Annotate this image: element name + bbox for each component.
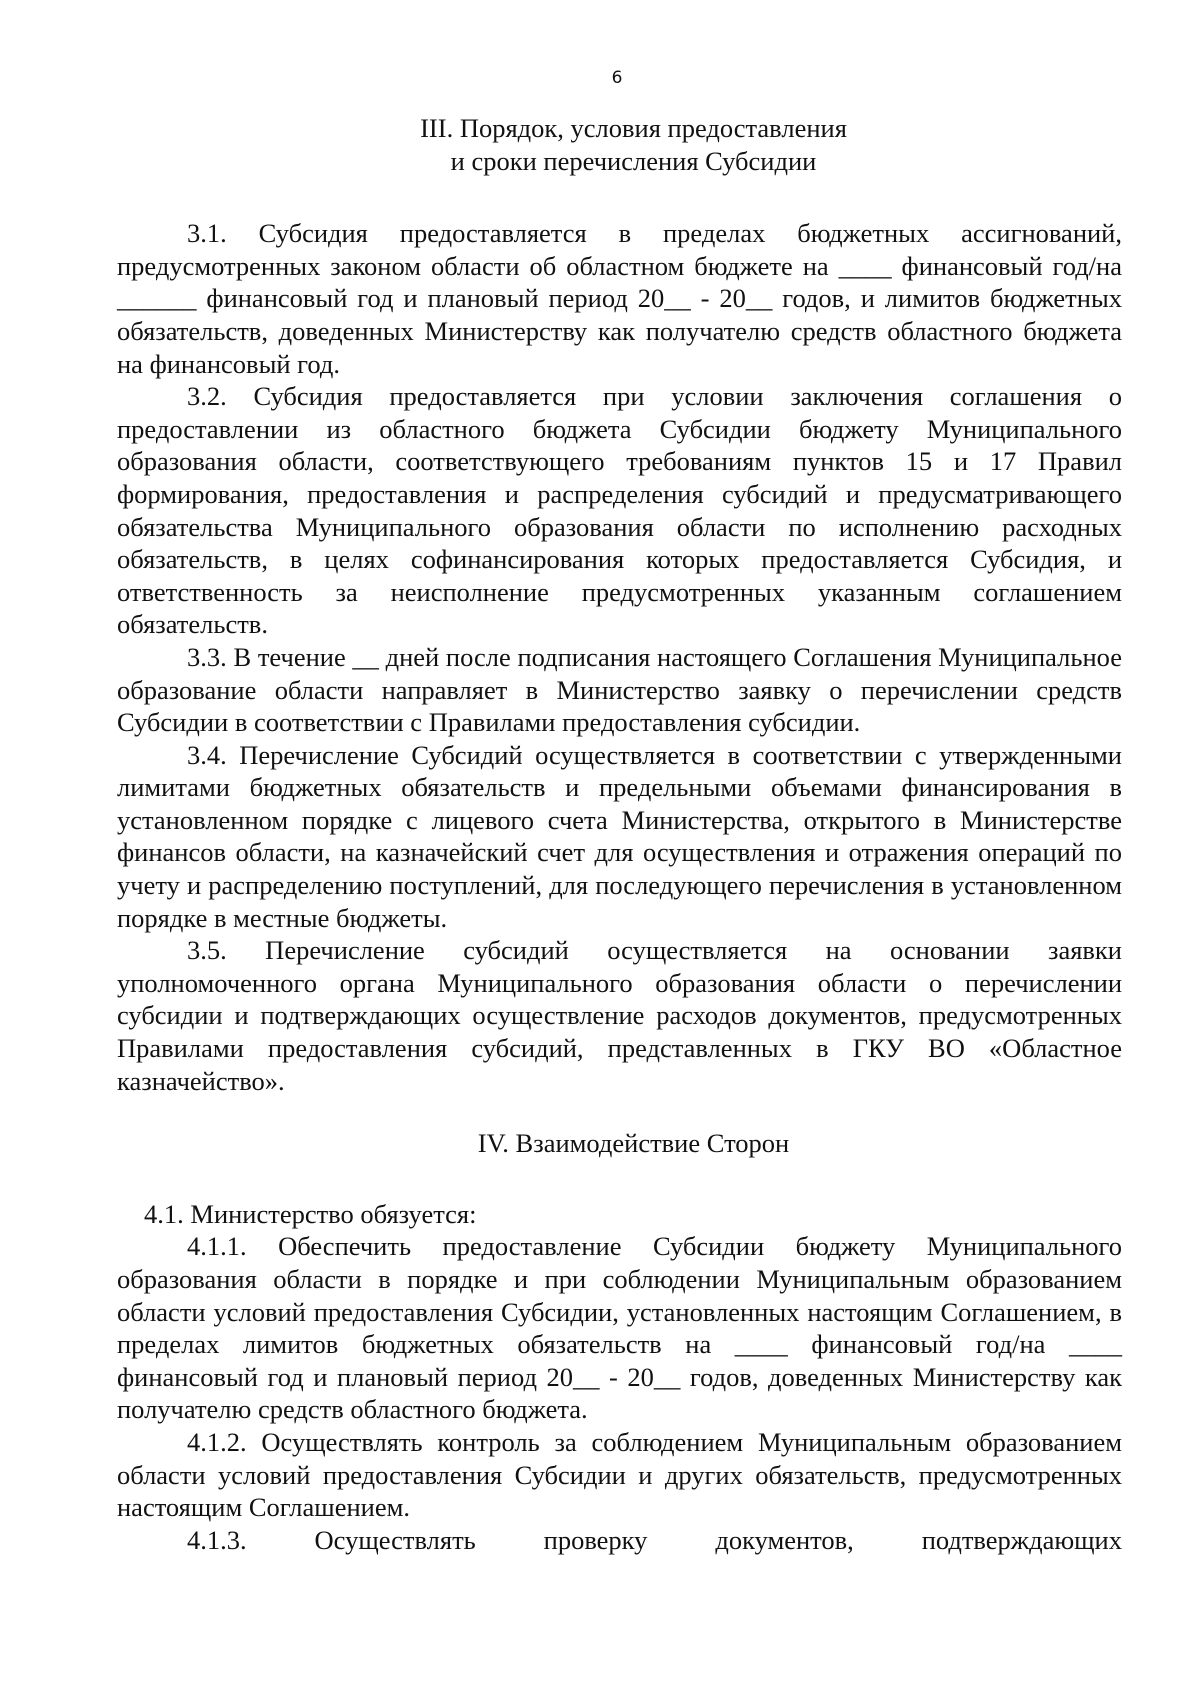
paragraph-4-1-1: 4.1.1. Обеспечить предоставление Субсидии бюджету Муниципального образования области в порядке и при соблюдении Муниципальным образованием области условий предоставления Субсидии, установленных настоящим Соглашением, в пределах лимитов бюджетных обязательств на ____ финансовый год/на ____ финансовый год и плановый период 20__ - 20__ годов, доведенных Министерству как получателю средств областного бюджета. <box>117 1231 1122 1425</box>
section-3-heading <box>117 112 1122 177</box>
paragraph-3-5: 3.5. Перечисление субсидий осуществляется на основании заявки уполномоченного органа Муниципального образования области о перечислении субсидии и подтверждающих осуществление расходов документов, предусмотренных Правилами предоставления субсидий, представленных в ГКУ ВО «Областное казначейство». <box>117 935 1122 1096</box>
page-number: 6 <box>611 68 623 88</box>
paragraph-3-4: 3.4. Перечисление Субсидий осуществляется в соответствии с утвержденными лимитами бюджетных обязательств и предельными объемами финансирования в установленном порядке с лицевого счета Министерства, открытого в Министерстве финансов области, на казначейский счет для осуществления и отражения операций по учету и распределению поступлений, для последующего перечисления в установленном порядке в местные бюджеты. <box>117 739 1122 933</box>
paragraph-3-1: 3.1. Субсидия предоставляется в пределах бюджетных ассигнований, предусмотренных законом области об областном бюджете на ____ финансовый год/на ______ финансовый год и плановый период 20__ - 20__ годов, и лимитов бюджетных обязательств, доведенных Министерству как получателю средств областного бюджета на финансовый год. <box>117 218 1122 379</box>
section-4-title: IV. Взаимодействие Сторон <box>477 1128 790 1159</box>
paragraph-4-1-2: 4.1.2. Осуществлять контроль за соблюдением Муниципальным образованием области условий предоставления Субсидии и других обязательств, предусмотренных настоящим Соглашением. <box>117 1426 1122 1523</box>
paragraph-3-3: 3.3. В течение __ дней после подписания настоящего Соглашения Муниципальное образование области направляет в Министерство заявку о перечислении средств Субсидии в соответствии с Правилами предоставления субсидии. <box>117 641 1122 738</box>
paragraph-4-1-3: 4.1.3. Осуществлять проверку документов, подтверждающих <box>187 1524 1122 1555</box>
paragraph-3-2: 3.2. Субсидия предоставляется при условии заключения соглашения о предоставлении из областного бюджета Субсидии бюджету Муниципального образования области, соответствующего требованиям пунктов 15 и 17 Правил формирования, предоставления и распределения субсидий и предусматривающего обязательства Муниципального образования области по исполнению расходных обязательств, в целях софинансирования которых предоставляется Субсидия, и ответственность за неисполнение предусмотренных указанным соглашением обязательств. <box>117 381 1122 640</box>
paragraph-4-1: 4.1. Министерство обязуется: <box>144 1198 477 1229</box>
section-3-title-line-1: III. Порядок, условия предоставления <box>420 113 847 143</box>
section-4-heading <box>117 1127 1122 1160</box>
section-3-title-line-2: и сроки перечисления Субсидии <box>450 145 817 176</box>
document-body <box>117 112 1122 1556</box>
